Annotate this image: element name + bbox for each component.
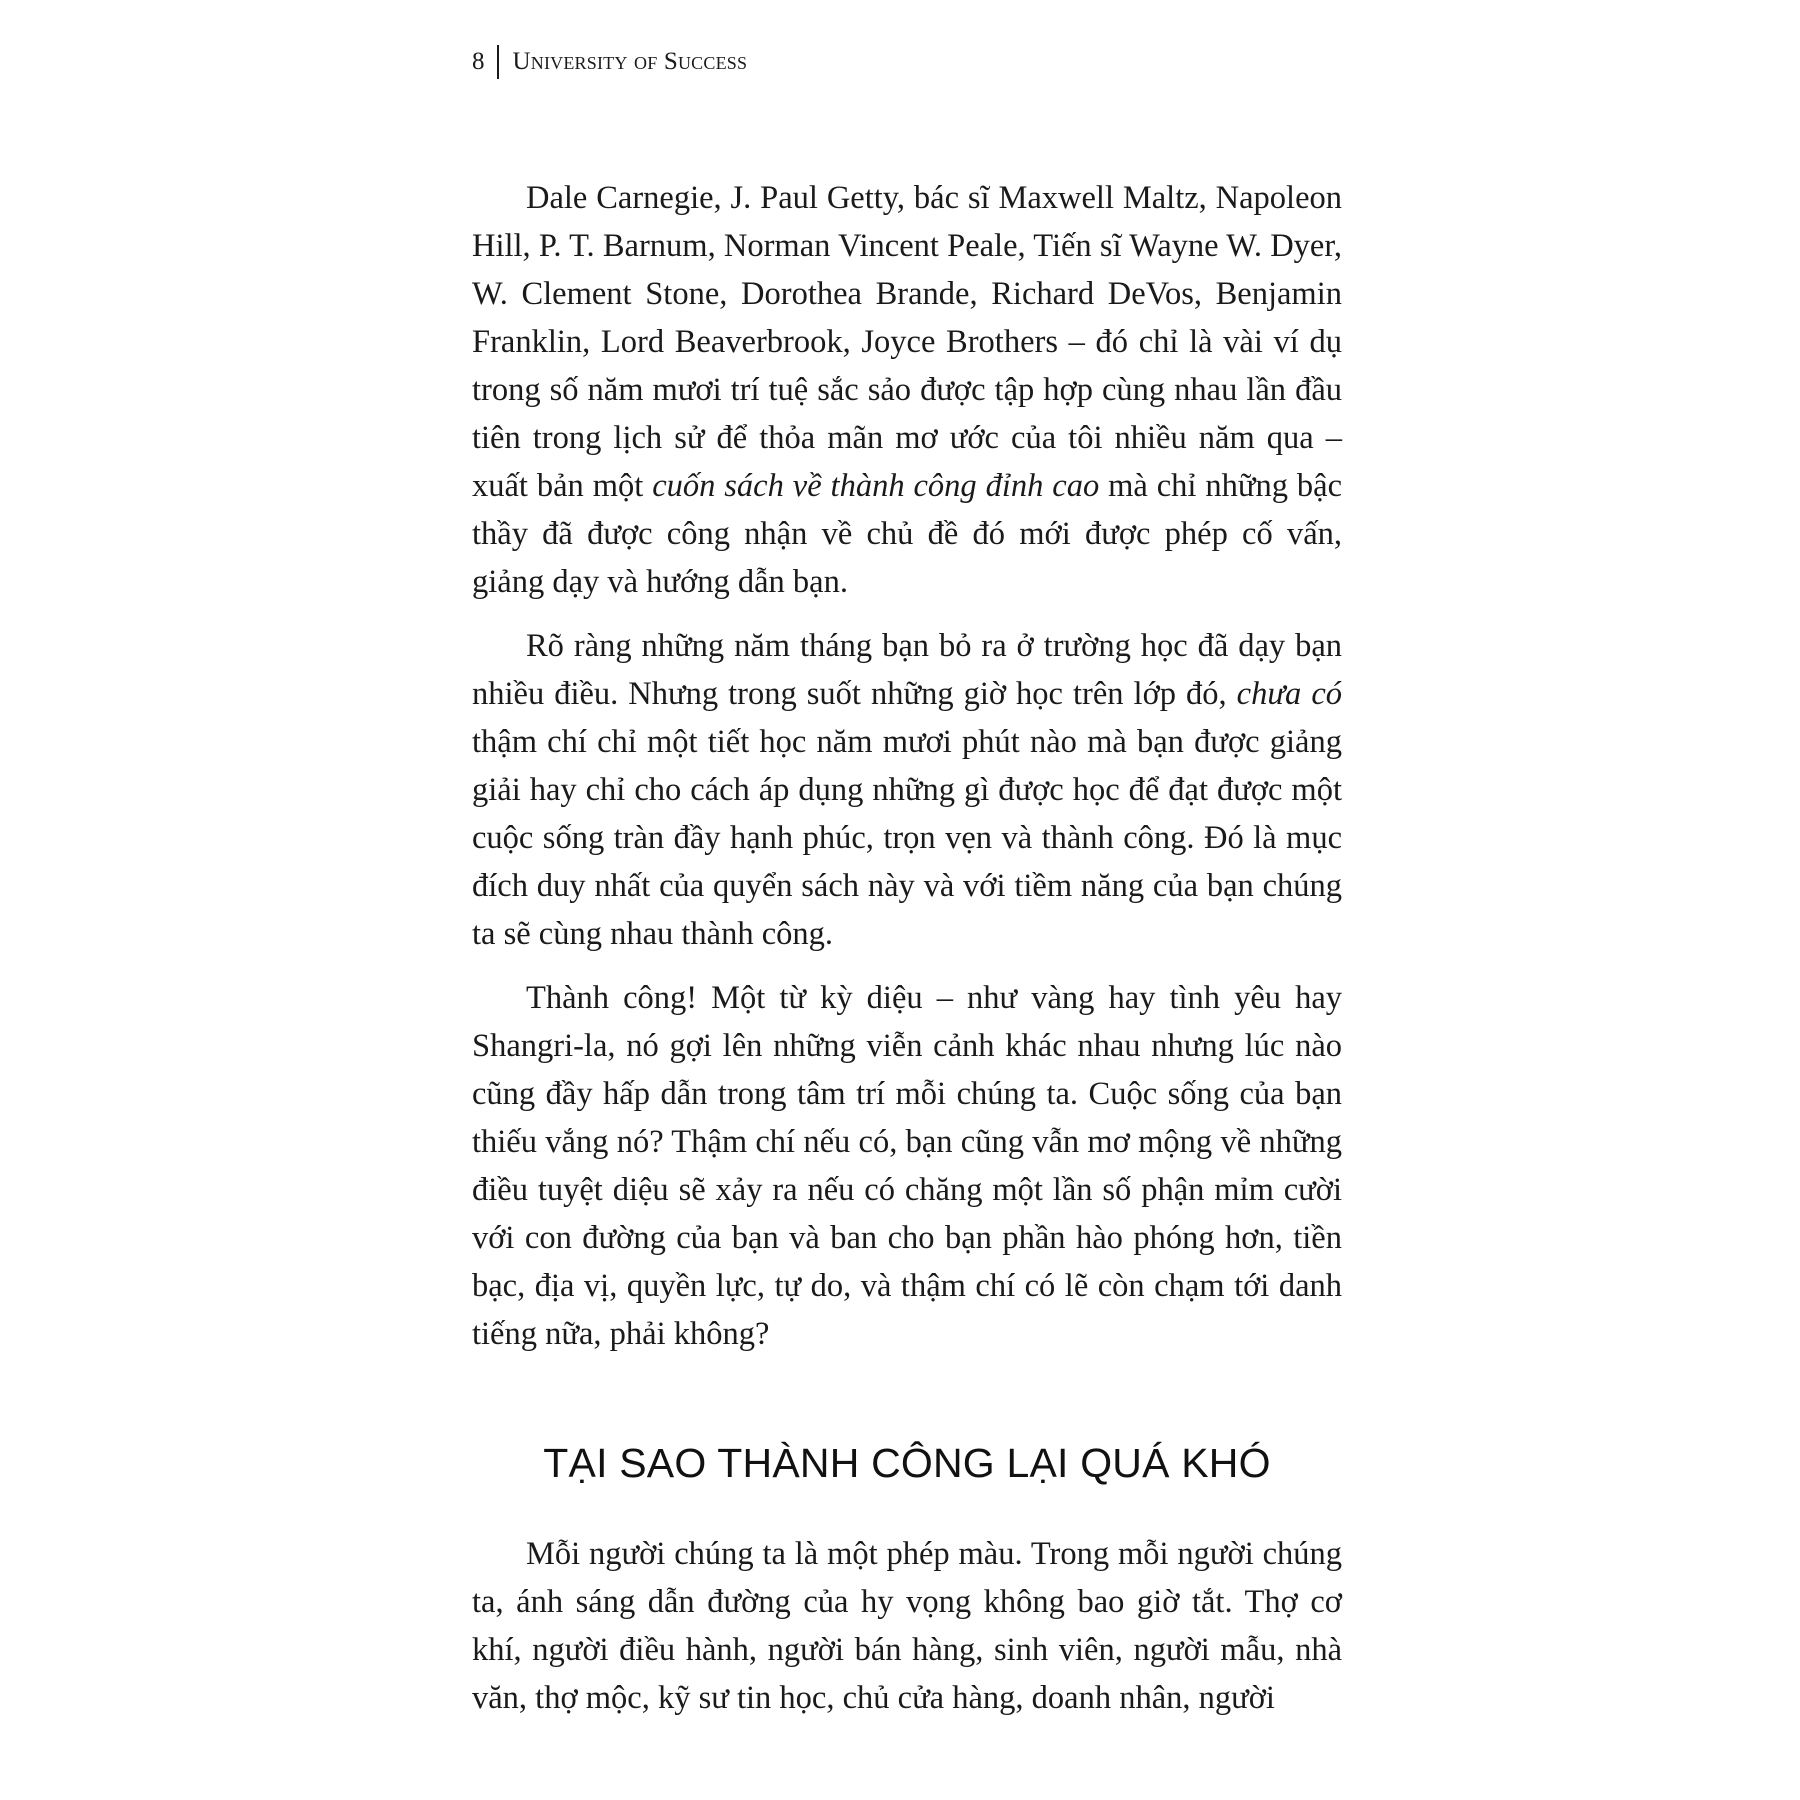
paragraph: Dale Carnegie, J. Paul Getty, bác sĩ Maxwell Maltz, Napoleon Hill, P. T. Barnum, Norman Vincent Peale, Tiến sĩ Wayne W. Dyer, W. Clement Stone, Dorothea Brande, Richard DeVos, Benjamin Franklin, Lord Beaverbrook, Joyce Brothers – đó chỉ là vài ví dụ trong số năm mươi trí tuệ sắc sảo được tập hợp cùng nhau lần đầu tiên trong lịch sử để thỏa mãn mơ ước của tôi nhiều năm qua – xuất bản một cuốn sách về thành công đỉnh cao mà chỉ những bậc thầy đã được công nhận về chủ đề đó mới được phép cố vấn, giảng dạy và hướng dẫn bạn. [472,180,1342,600]
body-text-block [472,174,1342,1358]
emphasis: chưa có [1236,676,1342,712]
header-separator [497,45,499,79]
body-text-block [472,1530,1342,1722]
paragraph: Mỗi người chúng ta là một phép màu. Trong mỗi người chúng ta, ánh sáng dẫn đường của hy vọng không bao giờ tắt. Thợ cơ khí, người điều hành, người bán hàng, sinh viên, người mẫu, nhà văn, thợ mộc, kỹ sư tin học, chủ cửa hàng, doanh nhân, người [472,1536,1342,1716]
paragraph: Thành công! Một từ kỳ diệu – như vàng hay tình yêu hay Shangri-la, nó gợi lên những viễn cảnh khác nhau nhưng lúc nào cũng đầy hấp dẫn trong tâm trí mỗi chúng ta. Cuộc sống của bạn thiếu vắng nó? Thậm chí nếu có, bạn cũng vẫn mơ mộng về những điều tuyệt diệu sẽ xảy ra nếu có chăng một lần số phận mỉm cười với con đường của bạn và ban cho bạn phần hào phóng hơn, tiền bạc, địa vị, quyền lực, tự do, và thậm chí có lẽ còn chạm tới danh tiếng nữa, phải không? [472,980,1342,1352]
emphasis: cuốn sách về thành công đỉnh cao [652,468,1100,504]
running-header [472,44,747,80]
page-number: 8 [472,48,485,75]
paragraph: Rõ ràng những năm tháng bạn bỏ ra ở trường học đã dạy bạn nhiều điều. Nhưng trong suốt những giờ học trên lớp đó, chưa có thậm chí chỉ một tiết học năm mươi phút nào mà bạn được giảng giải hay chỉ cho cách áp dụng những gì được học để đạt được một cuộc sống tràn đầy hạnh phúc, trọn vẹn và thành công. Đó là mục đích duy nhất của quyển sách này và với tiềm năng của bạn chúng ta sẽ cùng nhau thành công. [472,628,1342,952]
running-title: University of Success [512,48,748,75]
section-heading: TẠI SAO THÀNH CÔNG LẠI QUÁ KHÓ [543,1440,1271,1486]
